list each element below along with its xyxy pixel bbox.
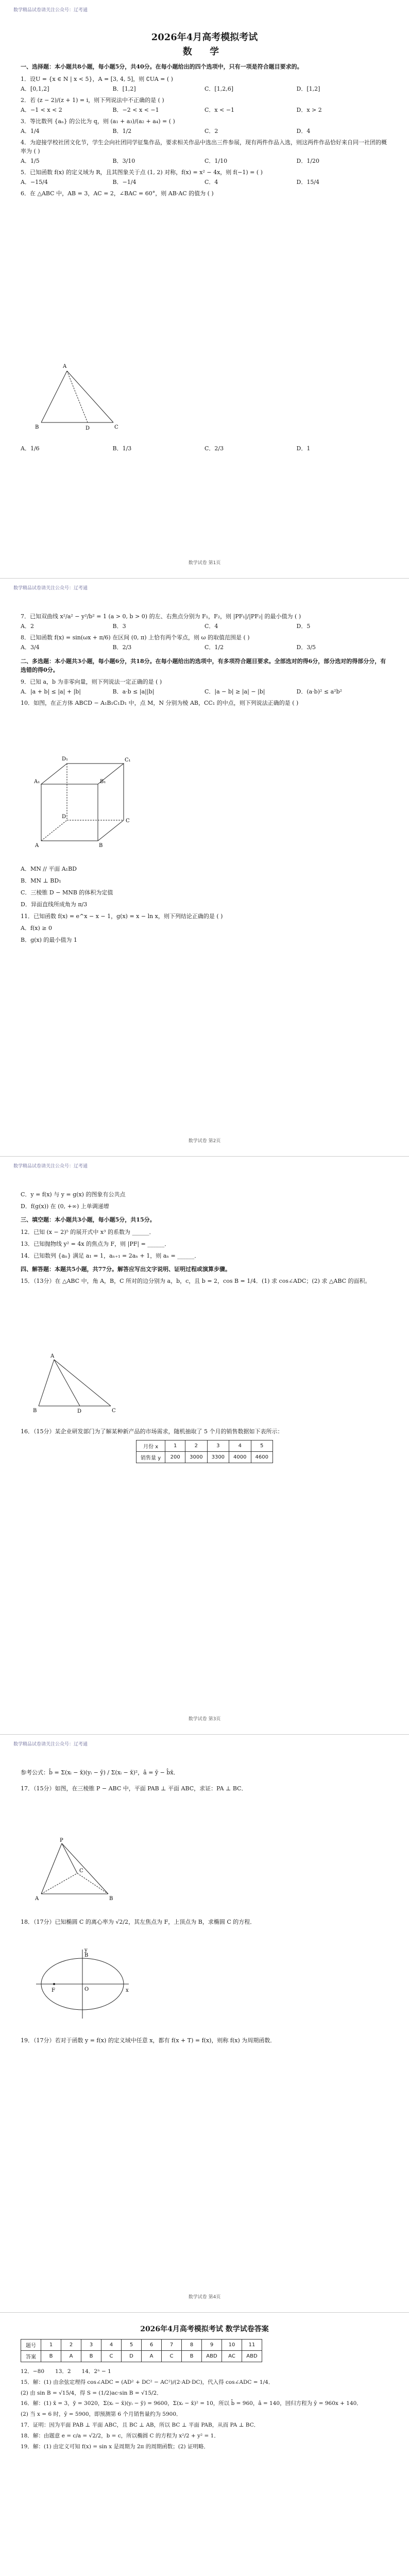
option: A．3/4 [21, 644, 40, 651]
option: B．[1,2] [112, 85, 136, 92]
table-cell: 9 [202, 2340, 222, 2351]
option: D．1/20 [296, 157, 320, 164]
option: C．1/2 [204, 644, 224, 651]
table-cell: 5 [122, 2340, 142, 2351]
option: B．3/10 [112, 157, 135, 164]
option: B．a·b ≤ |a||b| [112, 688, 155, 696]
question-12: 12．已知 (x − 2)⁵ 的展开式中 x³ 的系数为 ______． [21, 1228, 155, 1235]
solution-line: (2) 由 sin B = √15/4，得 S = (1/2)ac·sin B = √15/2． [21, 2389, 162, 2396]
table-cell: 3 [207, 1440, 229, 1452]
question-13: 13．已知抛物线 y² = 4x 的焦点为 F，则 |PF| = ______． [21, 1240, 171, 1247]
question-10-option-d: D．异面直线所成角为 π/3 [21, 901, 88, 908]
option: D．1 [296, 445, 311, 452]
svg-text:P: P [60, 1838, 63, 1843]
table-cell: A [142, 2351, 162, 2362]
question-15-figure [31, 1352, 118, 1414]
table-cell: 1 [41, 2340, 61, 2351]
option: B．3 [112, 623, 126, 630]
table-cell: 3 [81, 2340, 101, 2351]
svg-text:D₁: D₁ [62, 756, 69, 762]
option: A．1/4 [21, 127, 40, 134]
question-11-option-d: D．f(g(x)) 在 (0, +∞) 上单调递增 [21, 1203, 109, 1210]
option: A．−15/4 [21, 178, 48, 185]
svg-text:C₁: C₁ [125, 757, 131, 763]
question-9-options [21, 687, 388, 696]
question-11-option-b: B．g(x) 的最小值为 1 [21, 937, 77, 944]
option: B．−2 < x < −1 [112, 106, 159, 113]
question-5-options [21, 178, 388, 186]
option: C．4 [204, 623, 218, 630]
question-8: 8．已知函数 f(x) = sin(ωx + π/6) 在区间 (0, π) 上恰有两个零点，则 ω 的取值范围是 ( ) [21, 634, 250, 641]
option: C．[1,2,6] [204, 85, 233, 92]
table-cell: 4000 [229, 1452, 251, 1463]
svg-text:A: A [35, 1896, 39, 1902]
header-note: 数学精品试卷请关注公众号：辽考通 [13, 586, 88, 591]
question-8-options [21, 643, 388, 651]
option: D．3/5 [296, 644, 316, 651]
question-11-option-c: C．y = f(x) 与 y = g(x) 的图象有公共点 [21, 1191, 126, 1198]
option: B．2/3 [112, 644, 132, 651]
option: C．2 [204, 127, 218, 134]
option: D．4 [296, 127, 311, 134]
question-3: 3．等比数列 {aₙ} 的公比为 q，则 (a₁ + a₃)/(a₂ + a₄) = ( ) [21, 117, 175, 125]
subject-title: 数 学 [182, 46, 227, 57]
svg-text:y: y [84, 1947, 88, 1953]
solution-line: 17．证明：因为平面 PAB ⊥ 平面 ABC，且 BC ⊥ AB，所以 BC ⊥ 平面 PAB，从而 PA ⊥ BC． [21, 2421, 260, 2428]
question-1: 1．设U = {x ∈ N | x < 5}，A = [3, 4, 5]，则 ∁UA = ( ) [21, 75, 173, 82]
table-cell: 2 [185, 1440, 207, 1452]
table-cell: ABD [242, 2351, 262, 2362]
svg-text:C: C [126, 818, 130, 824]
ellipse-figure [31, 1945, 134, 2023]
option: C．|a − b| ≥ |a| − |b| [204, 688, 265, 696]
solution-line: 16．解：(1) x̄ = 3，ȳ = 3020，Σ(xᵢ − x̄)(yᵢ − ȳ) = 9600，Σ(xᵢ − x̄)² = 10，所以 b̂ = 960，â = 140，回归方程为 ŷ = 960x + 140． [21, 2400, 362, 2407]
section-single-choice: 一、选择题：本小题共8小题，每小题5分，共40分。在每小题给出的四个选项中，只有一项是符合题目要求的。 [21, 63, 303, 70]
question-2-options [21, 106, 388, 114]
svg-text:A₁: A₁ [34, 779, 40, 785]
table-cell: AC [222, 2351, 242, 2362]
section-fill-in: 三、填空题：本小题共3小题，每小题5分，共15分。 [21, 1216, 156, 1224]
page-footer: 数学试卷 第4页 [188, 2295, 221, 2300]
question-6-options [21, 444, 388, 452]
questions-block-2b [21, 861, 388, 944]
questions-block-3 [21, 1187, 388, 1285]
option: A．−1 < x < 2 [21, 106, 62, 113]
table-cell: 10 [222, 2340, 242, 2351]
page-footer: 数学试卷 第3页 [188, 1717, 221, 1722]
table-cell: B [182, 2351, 202, 2362]
table-header-row [137, 1440, 273, 1452]
table-cell: 月份 x [137, 1440, 165, 1452]
table-cell: 200 [165, 1452, 185, 1463]
option: A．1/6 [21, 445, 40, 452]
option: A．1/5 [21, 157, 40, 164]
question-2: 2．若 (z − 2)/(z + 1) = i，则下列说法中不正确的是 ( ) [21, 96, 164, 104]
header-note: 数学精品试卷请关注公众号：辽考通 [13, 1742, 88, 1747]
svg-text:C: C [112, 1408, 116, 1414]
questions-block-4 [21, 1765, 388, 1793]
table-cell: 销售量 y [137, 1452, 165, 1463]
option: C．x < −1 [204, 106, 235, 113]
question-18-block [21, 1914, 388, 1926]
question-5: 5．已知函数 f(x) 的定义域为 R，且其图象关于点 (1, 2) 对称，f(x) = x² − 4x，则 f(−1) = ( ) [21, 168, 263, 176]
question-11-option-a: A．f(x) ≥ 0 [21, 925, 53, 932]
table-cell: B [81, 2351, 101, 2362]
option: A．[0,1,2] [21, 85, 49, 92]
section-solve: 四、解答题：本题共5小题，共77分。解答应写出文字说明、证明过程或演算步骤。 [21, 1265, 231, 1273]
header-note: 数学精品试卷请关注公众号：辽考通 [13, 8, 88, 13]
table-cell: 6 [142, 2340, 162, 2351]
question-16: 16．（15分）某企业研发部门为了解某种新产品的市场需求，随机抽取了 5 个月的销售数据如下表所示： [21, 1428, 283, 1435]
table-cell: 1 [165, 1440, 185, 1452]
question-10-option-a: A．MN // 平面 A₁BD [21, 866, 77, 872]
exam-page-4 [0, 1734, 409, 2312]
cube-figure [31, 753, 129, 851]
solution-line: 15．解：(1) 由余弦定理得 cos∠ADC = (AD² + DC² − AC²)/(2·AD·DC)，代入得 cos∠ADC = 1/4． [21, 2379, 274, 2385]
exam-title: 2026年4月高考模拟考试 [151, 32, 258, 43]
table-cell: 3300 [207, 1452, 229, 1463]
answer-page [0, 2312, 409, 2576]
svg-text:B₁: B₁ [100, 779, 106, 785]
table-cell: 2 [61, 2340, 81, 2351]
header-note: 数学精品试卷请关注公众号：辽考通 [13, 1164, 88, 1169]
svg-text:B: B [35, 425, 39, 430]
table-row [137, 1452, 273, 1463]
answer-fill: 12．−80 13．2 14．2ⁿ − 1 [21, 2368, 111, 2375]
svg-text:O: O [84, 1987, 89, 1992]
option: D．15/4 [296, 178, 320, 185]
question-11: 11．已知函数 f(x) = e^x − x − 1，g(x) = x − ln x，则下列结论正确的是 ( ) [21, 913, 223, 920]
table-cell: 答案 [21, 2351, 41, 2362]
question-7-options [21, 622, 388, 630]
question-18: 18．（17分）已知椭圆 C 的离心率为 √2/2，其左焦点为 F，上顶点为 B，求椭圆 C 的方程． [21, 1919, 256, 1925]
exam-page-1 [0, 0, 409, 578]
svg-text:D: D [86, 426, 90, 431]
answer-table [21, 2339, 262, 2362]
exam-page-2 [0, 578, 409, 1156]
question-6-options-block [21, 443, 388, 452]
question-17: 17．（15分）如图，在三棱锥 P − ABC 中，平面 PAB ⊥ 平面 ABC，求证：PA ⊥ BC． [21, 1785, 247, 1792]
table-cell: 5 [251, 1440, 272, 1452]
svg-text:B: B [33, 1408, 37, 1414]
svg-text:x: x [126, 1988, 129, 1993]
table-cell: 题号 [21, 2340, 41, 2351]
table-cell: 4 [101, 2340, 122, 2351]
svg-text:C: C [114, 425, 118, 430]
section-multi-choice: 二、多选题：本小题共3小题，每小题6分，共18分。在每小题给出的选项中，有多项符合题目要求。全部选对的得6分，部分选对的得部分分，有选错的得0分。 [21, 658, 386, 673]
question-19-block [21, 2033, 388, 2045]
question-4-options [21, 157, 388, 165]
option: B．1/2 [112, 127, 132, 134]
option: D．x > 2 [296, 106, 322, 113]
svg-text:D: D [77, 1409, 82, 1414]
svg-text:C: C [79, 1868, 83, 1874]
question-1-options [21, 84, 388, 93]
table-cell: A [61, 2351, 81, 2362]
solution-line: 19．解：(1) 由定义可知 f(x) = sin x 是周期为 2π 的周期函数；(2) 证明略． [21, 2443, 209, 2450]
pyramid-figure [31, 1837, 118, 1904]
question-10-option-b: B．MN ⊥ BD₁ [21, 877, 61, 885]
questions-block-2 [21, 609, 388, 707]
svg-text:B: B [99, 843, 103, 849]
option: B．1/3 [112, 445, 132, 452]
table-cell: C [162, 2351, 182, 2362]
table-cell: 11 [242, 2340, 262, 2351]
question-16-table [136, 1440, 273, 1463]
svg-text:A: A [35, 843, 39, 849]
option: B．−1/4 [112, 178, 137, 185]
answer-block [21, 2339, 388, 2451]
table-cell: C [101, 2351, 122, 2362]
question-15: 15．（13分）在 △ABC 中，角 A，B，C 所对的边分别为 a，b，c，且 b = 2，cos B = 1/4．(1) 求 cos∠ADC；(2) 求 △ABC 的面积。 [21, 1278, 371, 1285]
svg-text:B: B [109, 1896, 113, 1902]
answer-title: 2026年4月高考模拟考试 数学试卷答案 [140, 2325, 269, 2333]
table-cell: B [41, 2351, 61, 2362]
questions-block-1 [21, 63, 388, 198]
svg-text:A: A [63, 364, 67, 369]
table-cell: D [122, 2351, 142, 2362]
option: C．4 [204, 178, 218, 185]
table-row [21, 2351, 262, 2362]
table-cell: 8 [182, 2340, 202, 2351]
question-19: 19．（17分）若对于函数 y = f(x) 的定义域中任意 x，都有 f(x + T) = f(x)，则称 f(x) 为周期函数． [21, 2037, 276, 2044]
question-7: 7．已知双曲线 x²/a² − y²/b² = 1 (a > 0, b > 0) 的左、右焦点分别为 F₁，F₂，则 |PF₁|/|PF₂| 的最小值为 ( ) [21, 613, 301, 620]
solution-line: (2) 当 x = 6 时，ŷ = 5900，即预测第 6 个月销售量约为 5900． [21, 2411, 182, 2418]
question-9: 9．已知 a，b 为非零向量，则下列说法一定正确的是 ( ) [21, 679, 162, 686]
question-10-option-c: C．三棱锥 D − MNB 的体积为定值 [21, 889, 113, 896]
page-footer: 数学试卷 第1页 [188, 561, 221, 566]
question-16-block [21, 1424, 388, 1467]
question-3-options [21, 127, 388, 135]
question-6: 6．在 △ABC 中，AB = 3，AC = 2，∠BAC = 60°，则 AB·AC 的值为 ( ) [21, 190, 214, 197]
table-cell: ABD [202, 2351, 222, 2362]
question-10: 10．如图，在正方体 ABCD − A₁B₁C₁D₁ 中，点 M，N 分别为棱 AB，CC₁ 的中点，则下列说法正确的是 ( ) [21, 700, 299, 707]
option: D．5 [296, 623, 311, 630]
table-cell: 3000 [185, 1452, 207, 1463]
svg-text:F: F [52, 1988, 55, 1993]
formula-reference: 参考公式：b̂ = Σ(xᵢ − x̄)(yᵢ − ȳ) / Σ(xᵢ − x̄)²，â = ȳ − b̂x̄． [21, 1769, 179, 1776]
svg-text:A: A [50, 1353, 55, 1359]
table-cell: 7 [162, 2340, 182, 2351]
exam-page-3 [0, 1156, 409, 1734]
option: A．2 [21, 623, 34, 630]
option: A．|a + b| ≤ |a| + |b| [21, 688, 81, 696]
triangle-figure [31, 361, 124, 433]
svg-text:B: B [84, 1953, 89, 1958]
page-footer: 数学试卷 第2页 [188, 1139, 221, 1144]
solution-line: 18．解：由题意 e = c/a = √2/2，b = c，所以椭圆 C 的方程为 x²/2 + y² = 1． [21, 2432, 219, 2439]
option: D．(a·b)² ≤ a²b² [296, 688, 343, 696]
table-cell: 4 [229, 1440, 251, 1452]
question-4: 4．为迎接学校社团文化节，学生会向社团同学征集作品，要求相关作品中选出三件参展，现有两件作品入选，则这两件作品恰好来自同一社团的概率为 ( ) [21, 139, 387, 155]
option: D．[1,2] [296, 85, 320, 92]
table-cell: 4600 [251, 1452, 272, 1463]
question-14: 14．已知数列 {aₙ} 满足 a₁ = 1，aₙ₊₁ = 2aₙ + 1，则 aₙ = ______． [21, 1252, 200, 1259]
option: C．1/10 [204, 157, 228, 164]
option: C．2/3 [204, 445, 224, 452]
table-header-row [21, 2340, 262, 2351]
svg-text:D: D [62, 814, 66, 820]
